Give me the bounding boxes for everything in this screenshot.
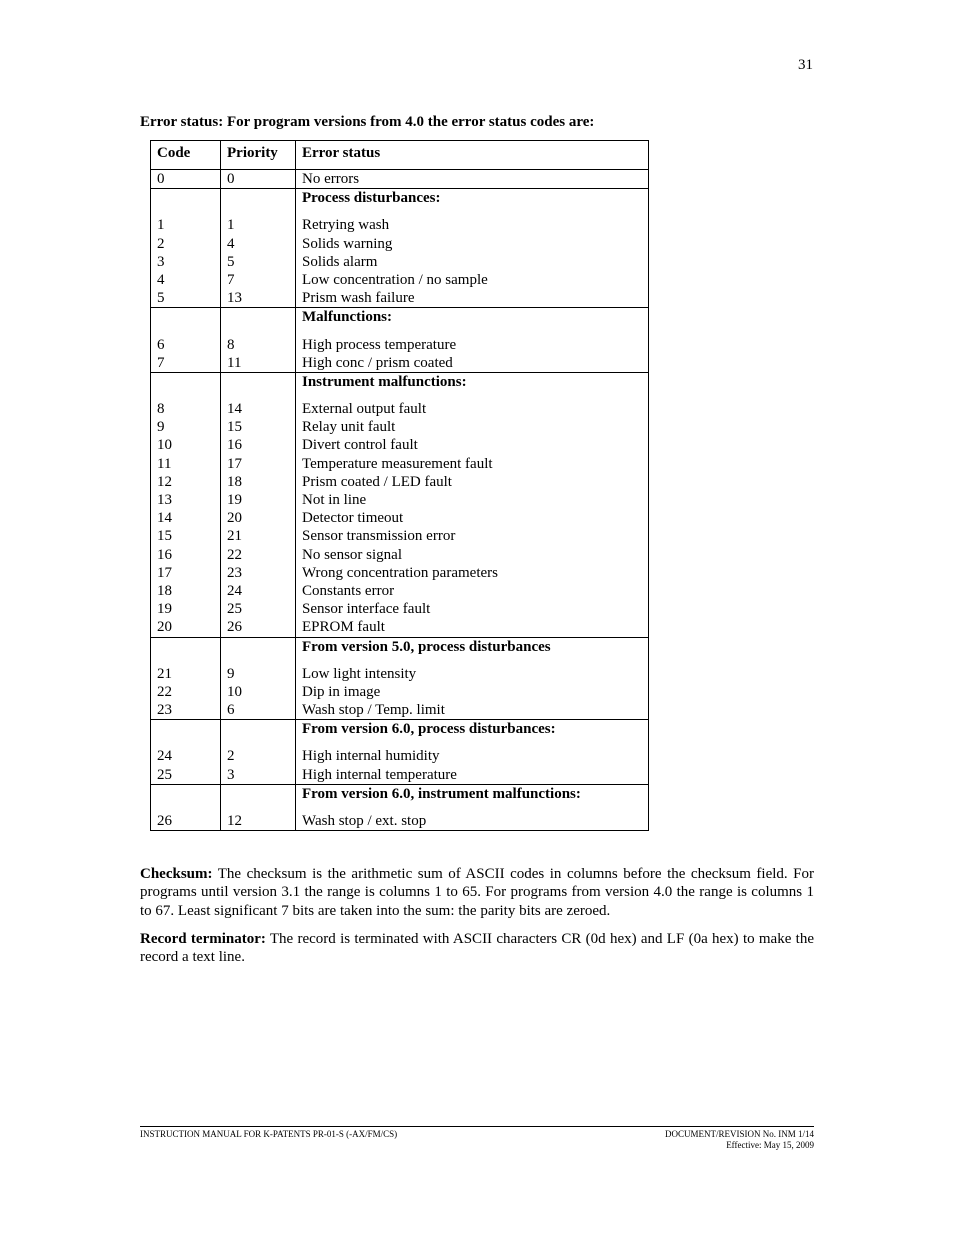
record-terminator-text: The record is terminated with ASCII characters CR (0d hex) and LF (0a hex) to make the record a text line. bbox=[140, 931, 814, 966]
code-cell: 23 bbox=[157, 702, 172, 719]
status-cell: Retrying wash bbox=[302, 217, 390, 234]
record-terminator-label: Record terminator: bbox=[140, 931, 266, 947]
group-title: From version 5.0, process disturbances bbox=[302, 638, 551, 655]
status-cell: High conc / prism coated bbox=[302, 354, 453, 371]
status-cell: Detector timeout bbox=[302, 510, 404, 527]
code-cell: 7 bbox=[157, 354, 165, 371]
priority-cell: 9 bbox=[227, 665, 235, 682]
status-cell: Not in line bbox=[302, 492, 367, 508]
status-cell: High internal humidity bbox=[302, 748, 440, 765]
group-title: From version 6.0, instrument malfunctions: bbox=[302, 785, 581, 802]
status-cell: Low concentration / no sample bbox=[302, 271, 488, 288]
status-cell: Divert control fault bbox=[302, 437, 418, 454]
priority-cell: 2 bbox=[227, 748, 235, 765]
record-terminator-paragraph bbox=[140, 930, 814, 967]
priority-cell: 19 bbox=[227, 492, 242, 508]
status-cell: High internal temperature bbox=[302, 766, 457, 783]
code-cell: 11 bbox=[157, 455, 172, 472]
status-cell: EPROM fault bbox=[302, 619, 385, 636]
priority-cell: 3 bbox=[227, 766, 235, 783]
table-group-row bbox=[151, 189, 649, 308]
code-cell: 24 bbox=[157, 748, 172, 765]
code-cell: 1 bbox=[157, 217, 165, 234]
footer-divider bbox=[140, 1126, 814, 1127]
code-cell: 5 bbox=[157, 290, 165, 307]
priority-cell: 20 bbox=[227, 510, 242, 527]
code-cell: 17 bbox=[157, 564, 172, 581]
priority-cell: 14 bbox=[227, 401, 242, 418]
table-row-first bbox=[151, 170, 649, 189]
priority-cell: 25 bbox=[227, 601, 242, 618]
status-cell: Dip in image bbox=[302, 683, 381, 700]
priority-cell: 5 bbox=[227, 253, 235, 270]
table-group-row bbox=[151, 720, 649, 785]
code-cell: 20 bbox=[157, 619, 172, 636]
priority-cell: 6 bbox=[227, 702, 235, 719]
checksum-label: Checksum: bbox=[140, 866, 213, 882]
priority-cell: 24 bbox=[227, 582, 242, 599]
checksum-text: The checksum is the arithmetic sum of ASCII codes in columns before the checksum field. For programs until version 3.1 the range is columns 1 to 65. For programs from version 4.0 the range is columns 1 to 67. Least significant 7 bits are taken into the sum: the parity bits are zeroed. bbox=[140, 866, 814, 919]
header-priority: Priority bbox=[221, 141, 296, 170]
code-cell: 4 bbox=[157, 271, 165, 288]
checksum-paragraph bbox=[140, 865, 814, 920]
table-group-row bbox=[151, 372, 649, 637]
status-cell: Prism wash failure bbox=[302, 290, 415, 307]
code-cell: 15 bbox=[157, 528, 172, 545]
table-group-row bbox=[151, 784, 649, 830]
priority-cell: 0 bbox=[227, 171, 235, 187]
code-cell: 19 bbox=[157, 601, 172, 618]
status-cell: Solids alarm bbox=[302, 253, 378, 270]
footer-revision: DOCUMENT/REVISION No. INM 1/14 bbox=[665, 1129, 814, 1139]
code-cell: 6 bbox=[157, 336, 165, 353]
status-cell: Prism coated / LED fault bbox=[302, 473, 452, 490]
priority-cell: 13 bbox=[227, 290, 242, 307]
status-cell: Constants error bbox=[302, 582, 395, 599]
status-cell: No errors bbox=[302, 171, 360, 187]
priority-cell: 11 bbox=[227, 354, 242, 371]
header-error-status: Error status bbox=[296, 141, 649, 170]
code-cell: 13 bbox=[157, 492, 172, 508]
priority-cell: 26 bbox=[227, 619, 242, 636]
priority-cell: 15 bbox=[227, 419, 242, 436]
priority-cell: 8 bbox=[227, 336, 235, 353]
status-cell: External output fault bbox=[302, 401, 427, 418]
status-cell: Sensor interface fault bbox=[302, 601, 431, 618]
group-title: Process disturbances: bbox=[302, 190, 441, 207]
code-cell: 16 bbox=[157, 546, 172, 563]
code-cell: 3 bbox=[157, 253, 165, 270]
priority-cell: 16 bbox=[227, 437, 242, 454]
status-cell: No sensor signal bbox=[302, 546, 402, 563]
code-cell: 10 bbox=[157, 437, 172, 454]
error-status-table bbox=[150, 140, 649, 831]
code-cell: 14 bbox=[157, 510, 172, 527]
group-title: Instrument malfunctions: bbox=[302, 373, 467, 390]
status-cell: Low light intensity bbox=[302, 665, 417, 682]
header-code: Code bbox=[151, 141, 221, 170]
section-heading: Error status: For program versions from 4.0 the error status codes are: bbox=[140, 114, 595, 130]
status-cell: Solids warning bbox=[302, 235, 393, 252]
code-cell: 26 bbox=[157, 813, 172, 829]
page-number: 31 bbox=[798, 57, 813, 73]
priority-cell: 4 bbox=[227, 235, 235, 252]
status-cell: Relay unit fault bbox=[302, 419, 396, 436]
priority-cell: 10 bbox=[227, 683, 242, 700]
group-title: From version 6.0, process disturbances: bbox=[302, 721, 556, 738]
priority-cell: 1 bbox=[227, 217, 235, 234]
priority-cell: 7 bbox=[227, 271, 235, 288]
status-cell: Wash stop / Temp. limit bbox=[302, 702, 445, 719]
status-cell: Temperature measurement fault bbox=[302, 455, 493, 472]
code-cell: 22 bbox=[157, 683, 172, 700]
table-group-row bbox=[151, 637, 649, 720]
priority-cell: 23 bbox=[227, 564, 242, 581]
footer-manual-title: INSTRUCTION MANUAL FOR K-PATENTS PR-01-S (-AX/FM/CS) bbox=[140, 1129, 398, 1139]
code-cell: 21 bbox=[157, 665, 172, 682]
priority-cell: 12 bbox=[227, 813, 242, 829]
priority-cell: 17 bbox=[227, 455, 242, 472]
footer-effective-date: Effective: May 15, 2009 bbox=[726, 1140, 814, 1150]
priority-cell: 18 bbox=[227, 473, 242, 490]
priority-cell: 21 bbox=[227, 528, 242, 545]
status-cell: Wash stop / ext. stop bbox=[302, 813, 427, 829]
footer-document-info bbox=[665, 1129, 814, 1151]
table-group-row bbox=[151, 308, 649, 373]
code-cell: 2 bbox=[157, 235, 165, 252]
code-cell: 0 bbox=[157, 171, 165, 187]
code-cell: 9 bbox=[157, 419, 165, 436]
code-cell: 12 bbox=[157, 473, 172, 490]
code-cell: 8 bbox=[157, 401, 165, 418]
status-cell: High process temperature bbox=[302, 336, 457, 353]
group-title: Malfunctions: bbox=[302, 309, 392, 326]
status-cell: Wrong concentration parameters bbox=[302, 564, 498, 581]
code-cell: 25 bbox=[157, 766, 172, 783]
status-cell: Sensor transmission error bbox=[302, 528, 456, 545]
table-header-row bbox=[151, 141, 649, 170]
code-cell: 18 bbox=[157, 582, 172, 599]
priority-cell: 22 bbox=[227, 546, 242, 563]
